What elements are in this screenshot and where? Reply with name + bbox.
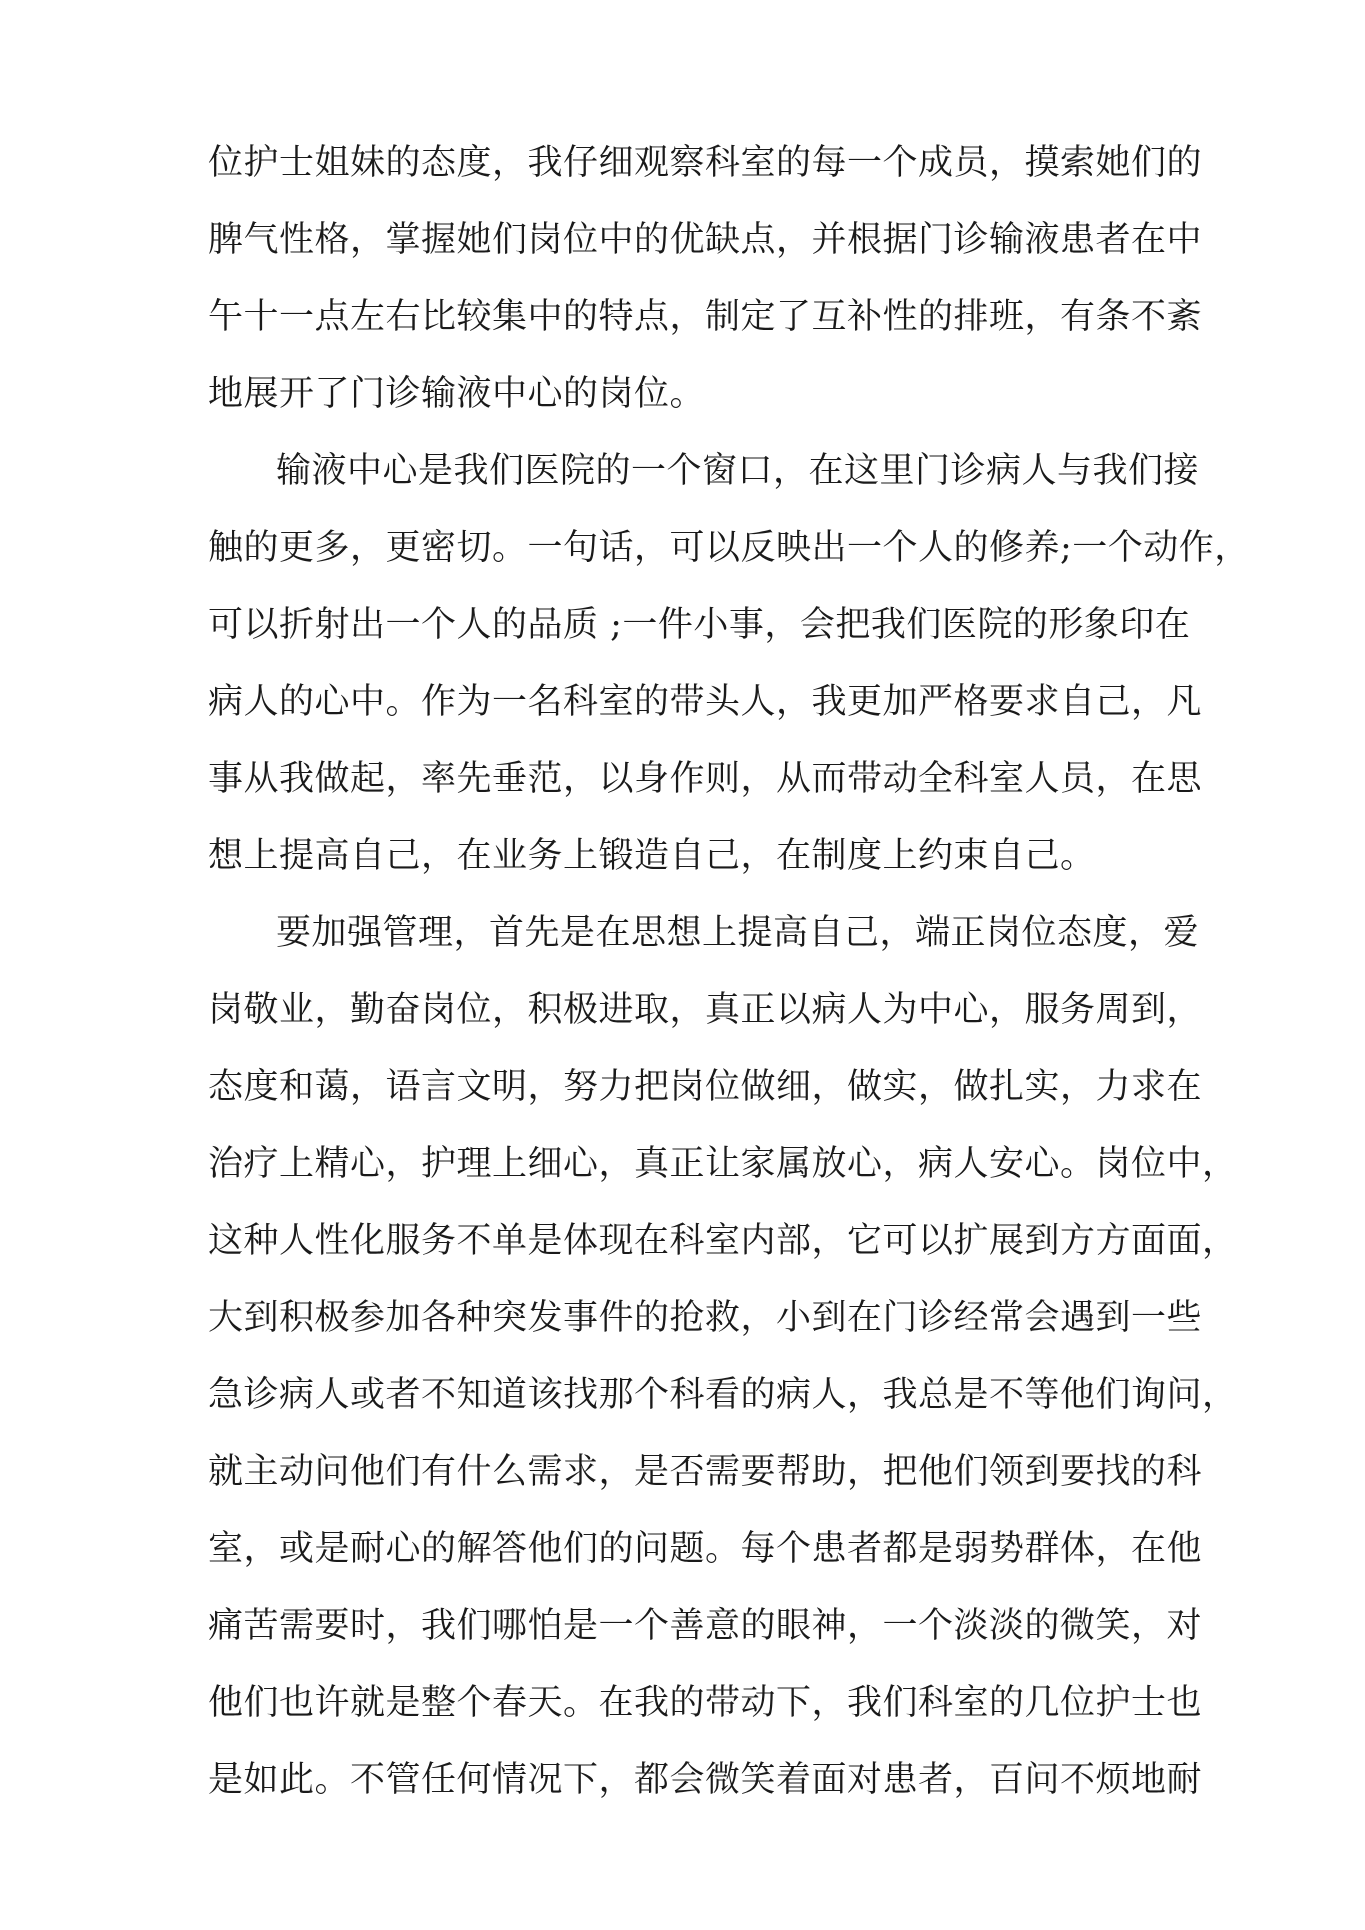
- body-text: [208, 125, 1250, 1819]
- paragraph-2-line-4: 病人的心中。作为一名科室的带头人，我更加严格要求自己，凡: [208, 682, 1203, 722]
- paragraph-3-line-1: 要加强管理，首先是在思想上提高自己，端正岗位态度，爱: [276, 913, 1200, 953]
- paragraph-3-line-9: 室，或是耐心的解答他们的问题。每个患者都是弱势群体，在他: [208, 1529, 1203, 1569]
- paragraph-3-line-8: 就主动问他们有什么需求，是否需要帮助，把他们领到要找的科: [208, 1452, 1203, 1492]
- paragraph-3-line-11: 他们也许就是整个春天。在我的带动下，我们科室的几位护士也: [208, 1683, 1203, 1723]
- paragraph-1-line-2: 脾气性格，掌握她们岗位中的优缺点，并根据门诊输液患者在中: [208, 220, 1203, 260]
- paragraph-3-line-12: 是如此。不管任何情况下，都会微笑着面对患者，百问不烦地耐: [208, 1760, 1203, 1800]
- paragraph-3-line-2: 岗敬业，勤奋岗位，积极进取，真正以病人为中心，服务周到，: [208, 990, 1203, 1030]
- paragraph-3-line-7: 急诊病人或者不知道该找那个科看的病人，我总是不等他们询问，: [208, 1375, 1238, 1415]
- paragraph-2-line-3: 可以折射出一个人的品质 ;一件小事，会把我们医院的形象印在: [208, 605, 1191, 645]
- paragraph-1-line-1: 位护士姐妹的态度，我仔细观察科室的每一个成员，摸索她们的: [208, 143, 1203, 183]
- paragraph-2-line-6: 想上提高自己，在业务上锻造自己，在制度上约束自己。: [208, 836, 1096, 876]
- paragraph-3-line-3: 态度和蔼，语言文明，努力把岗位做细，做实，做扎实，力求在: [208, 1067, 1203, 1107]
- paragraph-2-line-2: 触的更多，更密切。一句话，可以反映出一个人的修养;一个动作，: [208, 528, 1250, 568]
- paragraph-2-line-5: 事从我做起，率先垂范，以身作则，从而带动全科室人员，在思: [208, 759, 1203, 799]
- paragraph-3-line-10: 痛苦需要时，我们哪怕是一个善意的眼神，一个淡淡的微笑，对: [208, 1606, 1203, 1646]
- paragraph-1-line-3: 午十一点左右比较集中的特点，制定了互补性的排班，有条不紊: [208, 297, 1203, 337]
- paragraph-3-line-6: 大到积极参加各种突发事件的抢救，小到在门诊经常会遇到一些: [208, 1298, 1203, 1338]
- paragraph-3-line-5: 这种人性化服务不单是体现在科室内部，它可以扩展到方方面面，: [208, 1221, 1238, 1261]
- paragraph-2-line-1: 输液中心是我们医院的一个窗口，在这里门诊病人与我们接: [276, 451, 1200, 491]
- paragraph-1-line-4: 地展开了门诊输液中心的岗位。: [208, 374, 706, 414]
- paragraph-3-line-4: 治疗上精心，护理上细心，真正让家属放心，病人安心。岗位中，: [208, 1144, 1238, 1184]
